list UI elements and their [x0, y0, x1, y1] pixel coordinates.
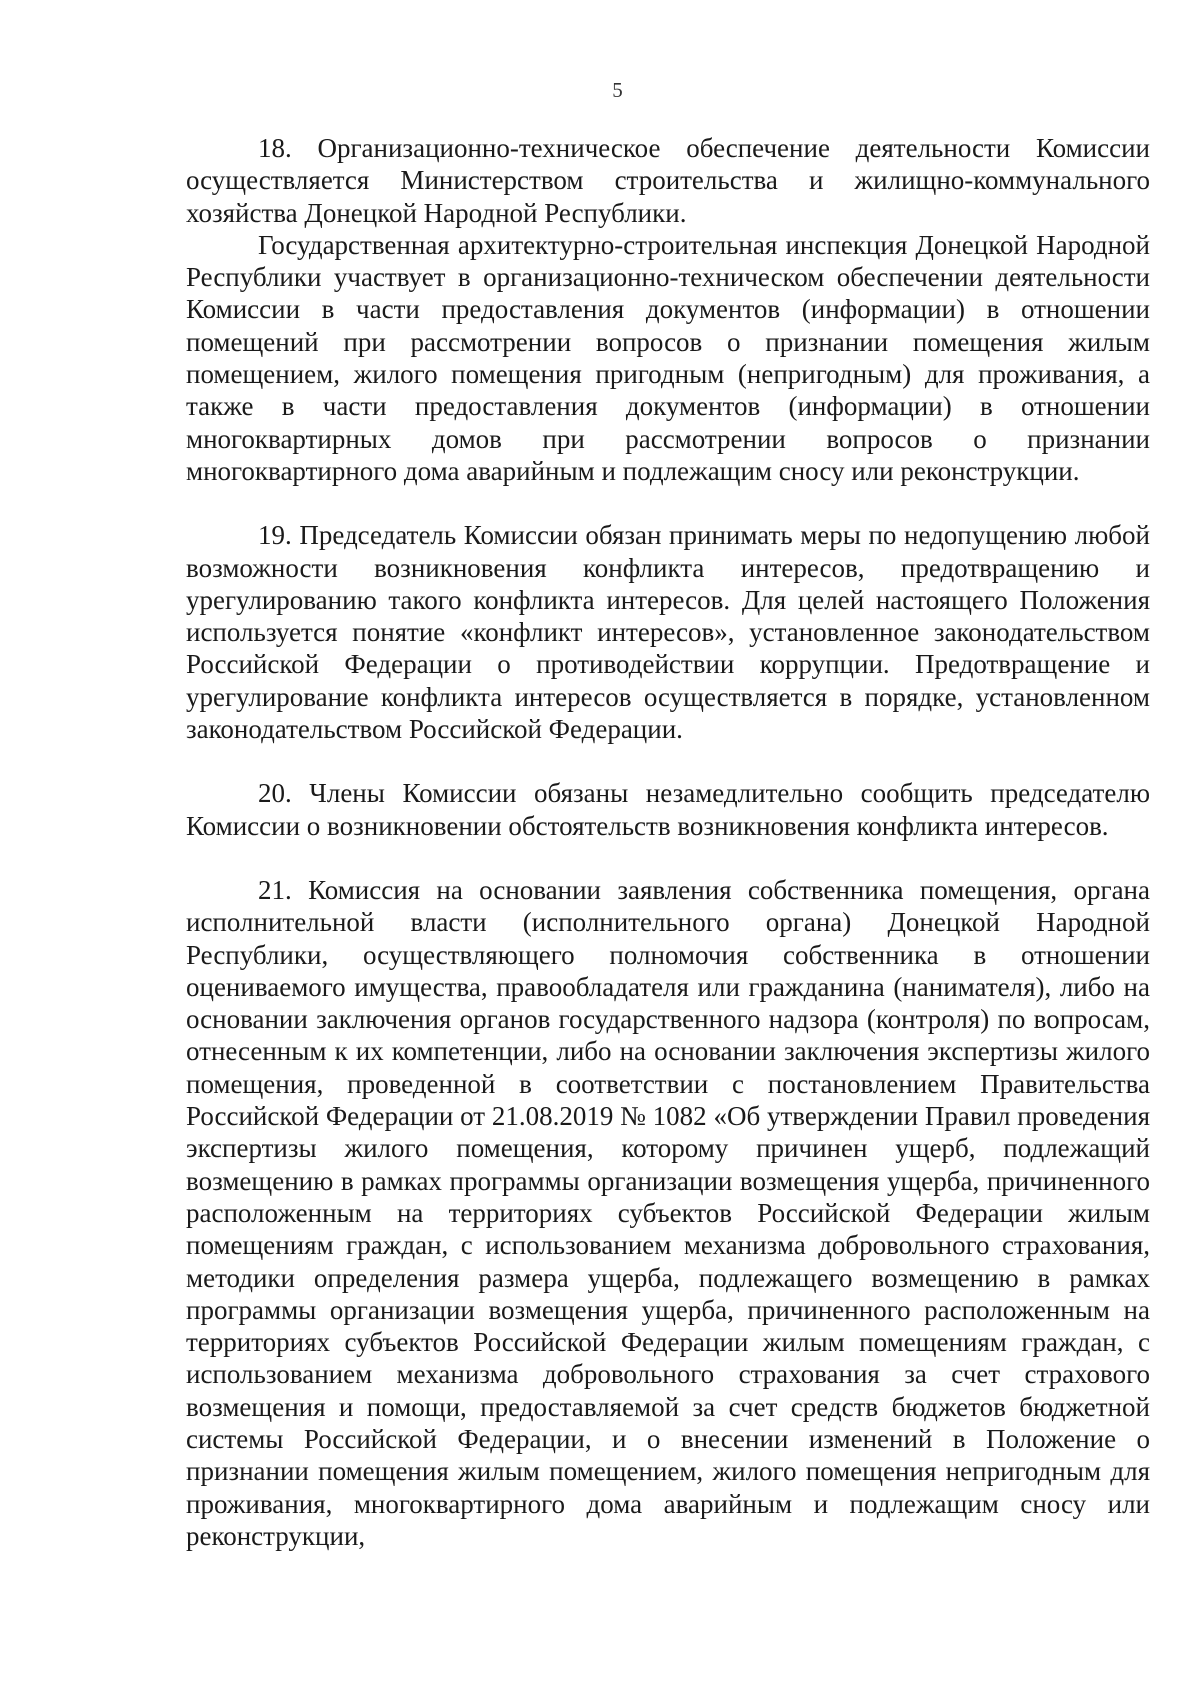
document-body — [186, 132, 1150, 1552]
paragraph-18-continuation: Государственная архитектурно-строительная инспекция Донецкой Народной Республики участвует в организационно-техническом обеспечении деятельности Комиссии в части предоставления документов (информации) в отношении помещений при рассмотрении вопросов о признании помещения жилым помещением, жилого помещения пригодным (непригодным) для проживания, а также в части предоставления документов (информации) в отношении многоквартирных домов при рассмотрении вопросов о признании многоквартирного дома аварийным и подлежащим сносу или реконструкции. — [186, 229, 1150, 486]
paragraph-18: 18. Организационно-техническое обеспечение деятельности Комиссии осуществляется Министерством строительства и жилищно-коммунального хозяйства Донецкой Народной Республики. — [186, 133, 1150, 228]
page-number: 5 — [612, 78, 623, 102]
paragraph-20: 20. Члены Комиссии обязаны незамедлительно сообщить председателю Комиссии о возникновении обстоятельств возникновения конфликта интересов. — [186, 778, 1150, 841]
paragraph-21: 21. Комиссия на основании заявления собственника помещения, органа исполнительной власти (исполнительного органа) Донецкой Народной Республики, осуществляющего полномочия собственника в отношении оцениваемого имущества, правообладателя или гражданина (нанимателя), либо на основании заключения органов государственного надзора (контроля) по вопросам, отнесенным к их компетенции, либо на основании заключения экспертизы жилого помещения, проведенной в соответствии с постановлением Правительства Российской Федерации от 21.08.2019 № 1082 «Об утверждении Правил проведения экспертизы жилого помещения, которому причинен ущерб, подлежащий возмещению в рамках программы организации возмещения ущерба, причиненного расположенным на территориях субъектов Российской Федерации жилым помещениям граждан, с использованием механизма добровольного страхования, методики определения размера ущерба, подлежащего возмещению в рамках программы организации возмещения ущерба, причиненного расположенным на территориях субъектов Российской Федерации жилым помещениям граждан, с использованием механизма добровольного страхования за счет страхового возмещения и помощи, предоставляемой за счет средств бюджетов бюджетной системы Российской Федерации, и о внесении изменений в Положение о признании помещения жилым помещением, жилого помещения непригодным для проживания, многоквартирного дома аварийным и подлежащим сносу или реконструкции, — [186, 874, 1150, 1551]
paragraph-19: 19. Председатель Комиссии обязан принимать меры по недопущению любой возможности возникновения конфликта интересов, предотвращению и урегулированию такого конфликта интересов. Для целей настоящего Положения используется понятие «конфликт интересов», установленное законодательством Российской Федерации о противодействии коррупции. Предотвращение и урегулирование конфликта интересов осуществляется в порядке, установленном законодательством Российской Федерации. — [186, 520, 1150, 745]
